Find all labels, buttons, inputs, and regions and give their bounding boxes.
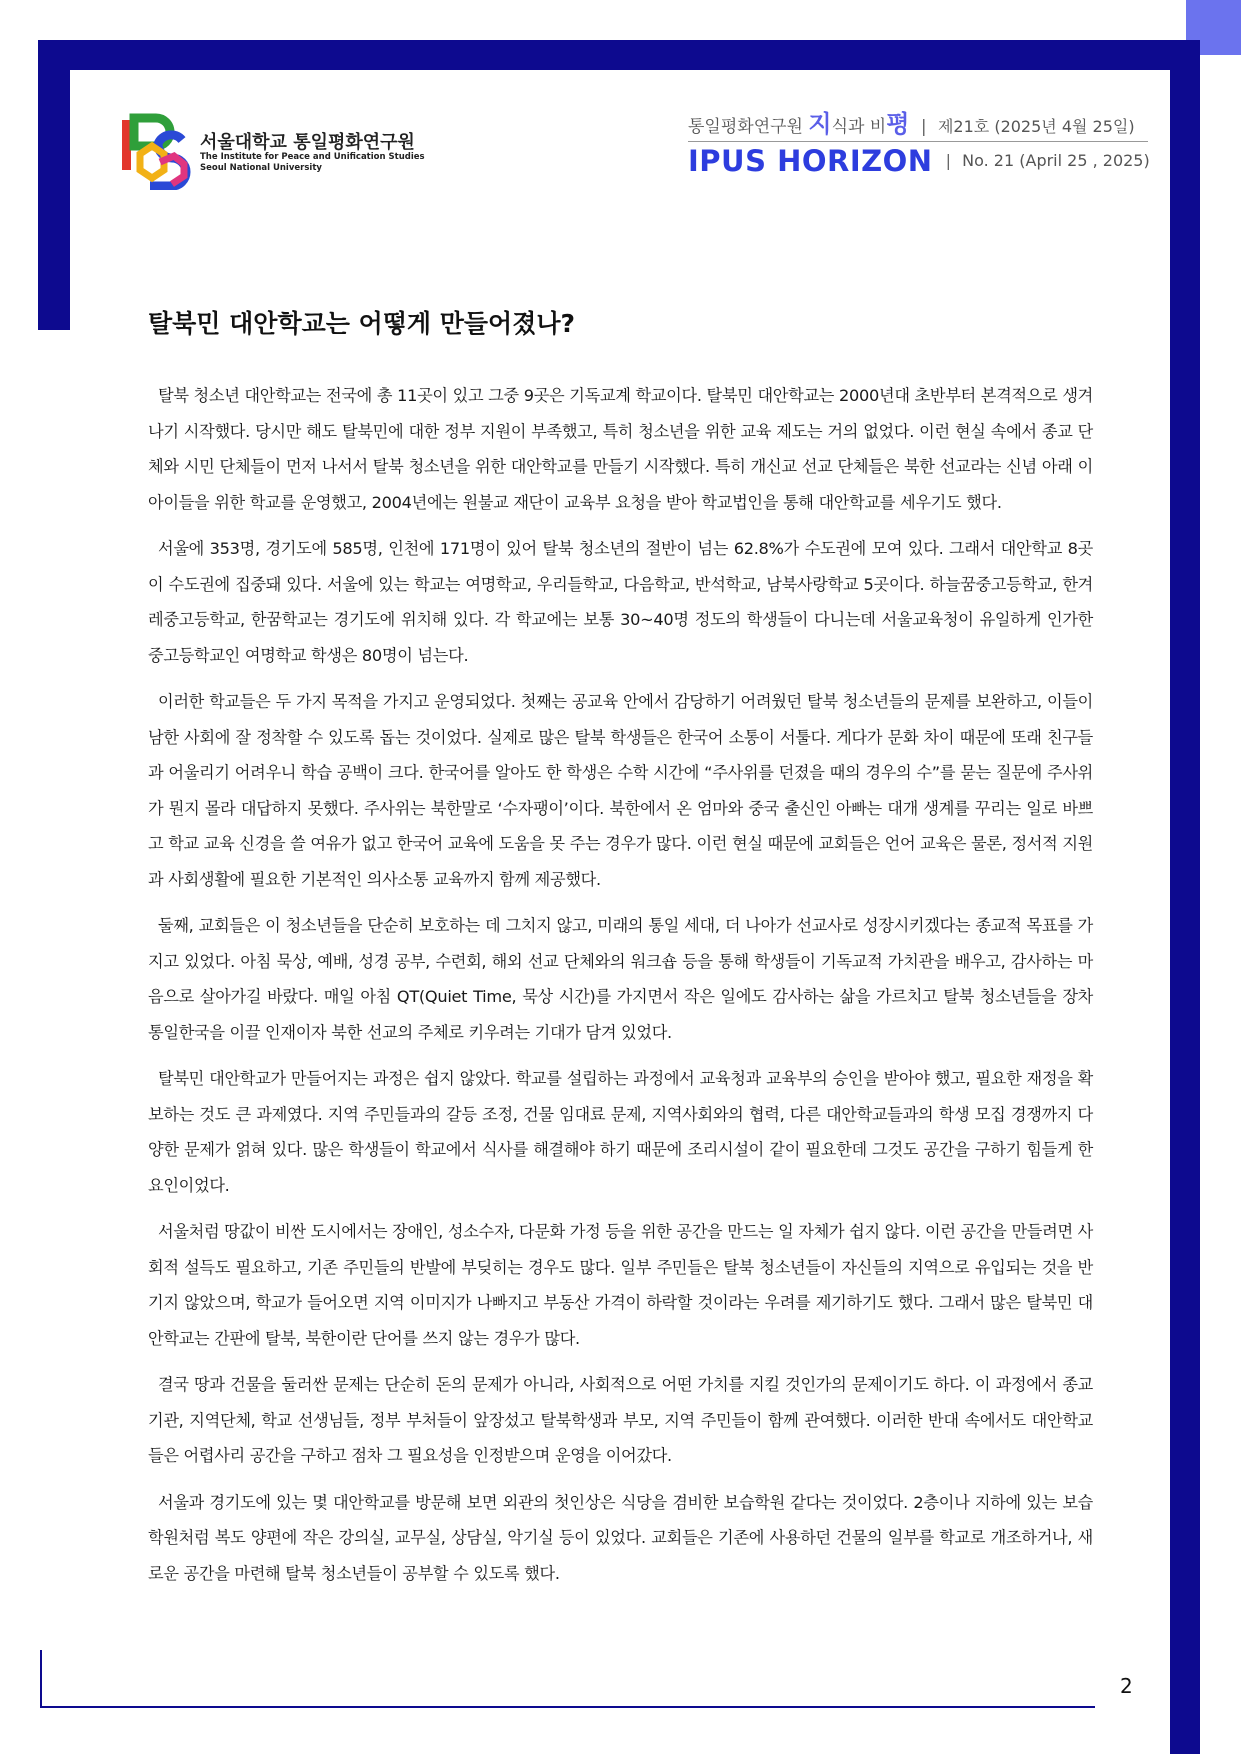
institute-logo-icon xyxy=(120,110,200,190)
newsletter-highlight-pyeong: 평 xyxy=(886,110,910,138)
newsletter-mid: 식과 비 xyxy=(831,117,887,137)
issue-english: No. 21 (April 25 , 2025) xyxy=(962,151,1150,170)
newsletter-title-korean xyxy=(688,104,1135,139)
institute-name-korean: 서울대학교 통일평화연구원 xyxy=(200,132,415,153)
article-body xyxy=(148,378,1093,1602)
header-rule xyxy=(688,141,1148,142)
frame-right-bar xyxy=(1170,40,1200,1754)
institute-name-english-line1: The Institute for Peace and Unification Studies xyxy=(200,152,425,162)
paragraph-5: 탈북민 대안학교가 만들어지는 과정은 쉽지 않았다. 학교를 설립하는 과정에서 교육청과 교육부의 승인을 받아야 했고, 필요한 재정을 확보하는 것도 큰 과제였다. 지역 주민들과의 갈등 조정, 건물 임대료 문제, 지역사회와의 협력, 다른 대안학교들과의 학생 모집 경쟁까지 다양한 문제가 얽혀 있다. 많은 학생들이 학교에서 식사를 해결해야 하기 때문에 조리시설이 같이 필요한데 그것도 공간을 구하기 힘들게 한 요인이었다. xyxy=(148,1069,1093,1195)
header-separator: | xyxy=(920,117,927,137)
paragraph-1: 탈북 청소년 대안학교는 전국에 총 11곳이 있고 그중 9곳은 기독교계 학교이다. 탈북민 대안학교는 2000년대 초반부터 본격적으로 생겨나기 시작했다. 당시만 해도 탈북민에 대한 정부 지원이 부족했고, 특히 청소년을 위한 교육 제도는 거의 없었다. 이런 현실 속에서 종교 단체와 시민 단체들이 먼저 나서서 탈북 청소년을 위한 대안학교를 만들기 시작했다. 특히 개신교 선교 단체들은 북한 선교라는 신념 아래 이 아이들을 위한 학교를 운영했고, 2004년에는 원불교 재단이 교육부 요청을 받아 학교법인을 통해 대안학교를 세우기도 했다. xyxy=(148,386,1093,512)
institute-name-english xyxy=(200,152,425,174)
newsletter-prefix: 통일평화연구원 xyxy=(688,117,803,137)
frame-top-bar xyxy=(38,40,1200,70)
header-separator-en: | xyxy=(945,151,952,170)
paragraph-4: 둘째, 교회들은 이 청소년들을 단순히 보호하는 데 그치지 않고, 미래의 통일 세대, 더 나아가 선교사로 성장시키겠다는 종교적 목표를 가지고 있었다. 아침 묵상, 예배, 성경 공부, 수련회, 해외 선교 단체와의 워크숍 등을 통해 학생들이 기독교적 가치관을 배우고, 감사하는 마음으로 살아가길 바랐다. 매일 아침 QT(Quiet Time, 묵상 시간)를 가지면서 작은 일에도 감사하는 삶을 가르치고 탈북 청소년들을 장차 통일한국을 이끌 인재이자 북한 선교의 주체로 키우려는 기대가 담겨 있었다. xyxy=(148,916,1093,1042)
newsletter-highlight-ji: 지 xyxy=(808,110,832,138)
paragraph-3: 이러한 학교들은 두 가지 목적을 가지고 운영되었다. 첫째는 공교육 안에서 감당하기 어려웠던 탈북 청소년들의 문제를 보완하고, 이들이 남한 사회에 잘 정착할 수 있도록 돕는 것이었다. 실제로 많은 탈북 학생들은 한국어 소통이 서툴다. 게다가 문화 차이 때문에 또래 친구들과 어울리기 어려우니 학습 공백이 크다. 한국어를 알아도 한 학생은 수학 시간에 “주사위를 던졌을 때의 경우의 수”를 묻는 질문에 주사위가 뭔지 몰라 대답하지 못했다. 주사위는 북한말로 ‘수자팽이’이다. 북한에서 온 엄마와 중국 출신인 아빠는 대개 생계를 꾸리는 일로 바쁘고 학교 교육 신경을 쓸 여유가 없고 한국어 교육에 도움을 못 주는 경우가 많다. 이런 현실 때문에 교회들은 언어 교육은 물론, 정서적 지원과 사회생활에 필요한 기본적인 의사소통 교육까지 함께 제공했다. xyxy=(148,692,1093,889)
ipus-horizon-title: IPUS HORIZON xyxy=(688,144,933,178)
frame-bottom-tick xyxy=(40,1650,42,1708)
paragraph-6: 서울처럼 땅값이 비싼 도시에서는 장애인, 성소수자, 다문화 가정 등을 위한 공간을 만드는 일 자체가 쉽지 않다. 이런 공간을 만들려면 사회적 설득도 필요하고, 기존 주민들의 반발에 부딪히는 경우도 많다. 일부 주민들은 탈북 청소년들이 자신들의 지역으로 유입되는 것을 반기지 않았으며, 학교가 들어오면 지역 이미지가 나빠지고 부동산 가격이 하락할 것이라는 우려를 제기하기도 했다. 그래서 많은 탈북민 대안학교는 간판에 탈북, 북한이란 단어를 쓰지 않는 경우가 많다. xyxy=(148,1222,1093,1348)
article-title: 탈북민 대안학교는 어떻게 만들어졌나? xyxy=(148,309,576,338)
frame-left-bar xyxy=(38,40,70,330)
issue-korean: 제21호 (2025년 4월 25일) xyxy=(937,117,1135,136)
paragraph-2: 서울에 353명, 경기도에 585명, 인천에 171명이 있어 탈북 청소년의 절반이 넘는 62.8%가 수도권에 모여 있다. 그래서 대안학교 8곳이 수도권에 집중돼 있다. 서울에 있는 학교는 여명학교, 우리들학교, 다음학교, 반석학교, 남북사랑학교 5곳이다. 하늘꿈중고등학교, 한겨레중고등학교, 한꿈학교는 경기도에 위치해 있다. 각 학교에는 보통 30~40명 정도의 학생들이 다니는데 서울교육청이 유일하게 인가한 중고등학교인 여명학교 학생은 80명이 넘는다. xyxy=(148,539,1093,665)
paragraph-7: 결국 땅과 건물을 둘러싼 문제는 단순히 돈의 문제가 아니라, 사회적으로 어떤 가치를 지킬 것인가의 문제이기도 하다. 이 과정에서 종교기관, 지역단체, 학교 선생님들, 정부 부처들이 앞장섰고 탈북학생과 부모, 지역 주민들이 함께 관여했다. 이러한 반대 속에서도 대안학교들은 어렵사리 공간을 구하고 점차 그 필요성을 인정받으며 운영을 이어갔다. xyxy=(148,1375,1093,1465)
frame-bottom-line xyxy=(40,1706,1095,1708)
newsletter-title-english xyxy=(688,144,1150,178)
institute-name-english-line2: Seoul National University xyxy=(200,163,322,173)
paragraph-8: 서울과 경기도에 있는 몇 대안학교를 방문해 보면 외관의 첫인상은 식당을 겸비한 보습학원 같다는 것이었다. 2층이나 지하에 있는 보습학원처럼 복도 양편에 작은 강의실, 교무실, 상담실, 악기실 등이 있었다. 교회들은 기존에 사용하던 건물의 일부를 학교로 개조하거나, 새로운 공간을 마련해 탈북 청소년들이 공부할 수 있도록 했다. xyxy=(148,1492,1093,1583)
page-number: 2 xyxy=(1120,1674,1133,1698)
